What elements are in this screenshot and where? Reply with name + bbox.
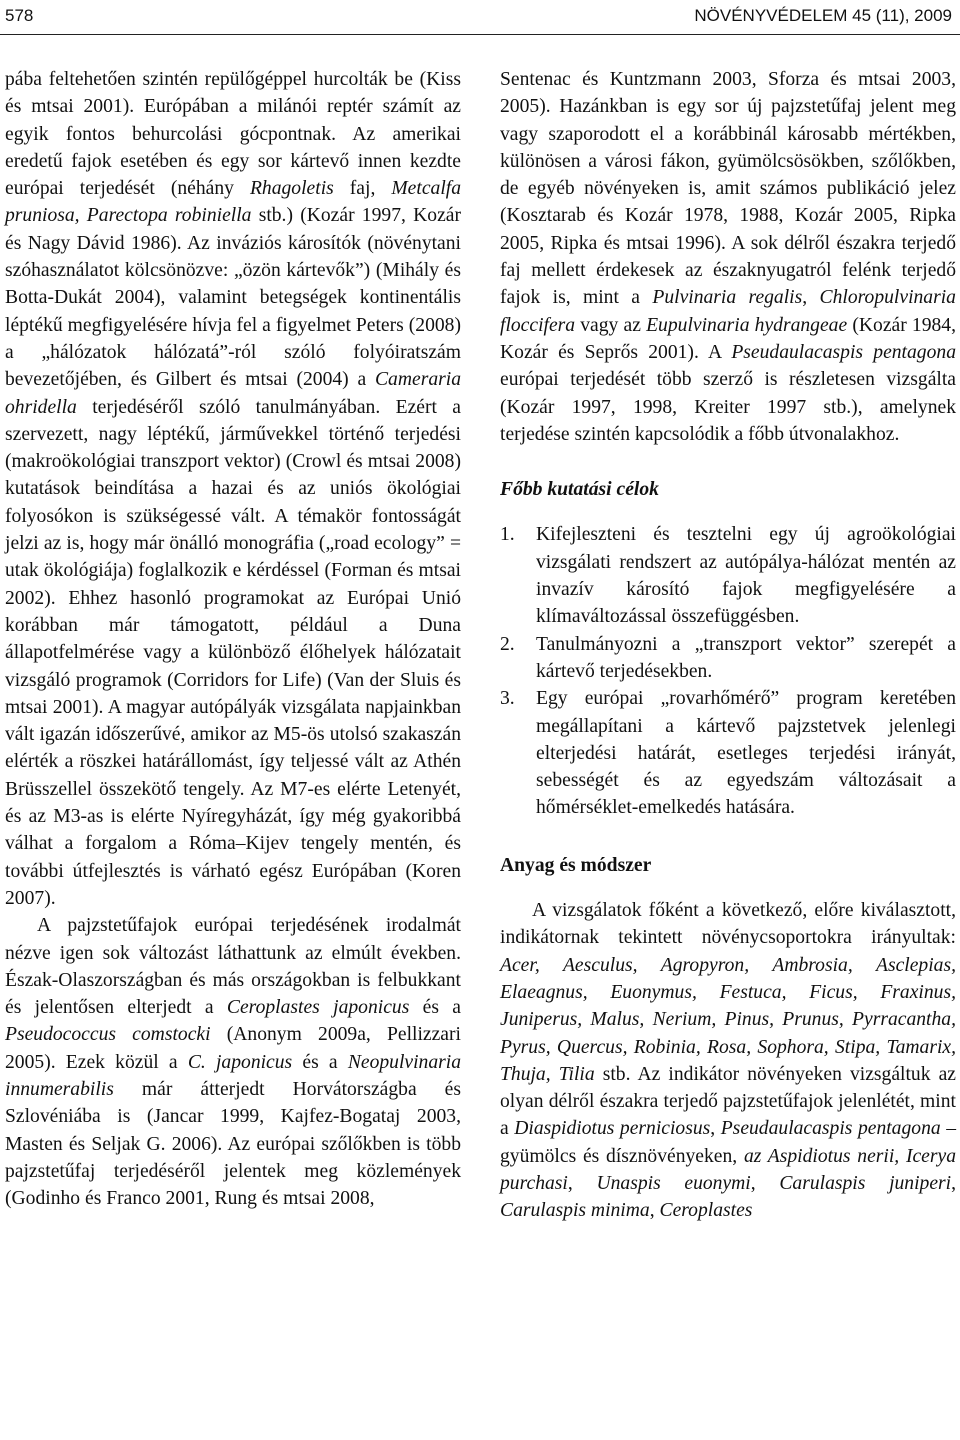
page-number: 578 bbox=[5, 6, 34, 25]
list-item-text: Kifejleszteni és tesztelni egy új agroökológiai vizsgálati rendszert az autópálya-hálózat mentén az invazív károsító fajok megfigyelésére a klímaváltozással összefüggésben. bbox=[536, 524, 956, 628]
species-name: Unaspis euonymi bbox=[596, 1172, 751, 1194]
section-heading-aims: Főbb kutatási célok bbox=[500, 479, 659, 501]
species-name: Eupulvinaria hydrangeae bbox=[646, 314, 848, 336]
list-item-text: Egy európai „rovarhőmérő” program keretében megállapítani a kártevő pajzstetvek jelenlegi elterjedési határát, esetleges terjedési irányát, sebességét és az egyedszám változásait a hőmérséklet-emelkedés hatására. bbox=[536, 688, 956, 819]
left-column bbox=[5, 66, 461, 1212]
species-name: az Aspidiotus nerii, Icerya purchasi bbox=[500, 1145, 956, 1194]
journal-citation: NÖVÉNYVÉDELEM 45 (11), 2009 bbox=[694, 6, 952, 25]
species-name: Carulaspis juniperi bbox=[779, 1172, 952, 1194]
species-name: Carulaspis minima bbox=[500, 1200, 650, 1222]
species-name: Pseudaulacaspis pentagona bbox=[731, 341, 956, 363]
list-number: 1. bbox=[500, 524, 515, 546]
list-number: 3. bbox=[500, 688, 515, 710]
species-name: Diaspidiotus perniciosus bbox=[514, 1118, 711, 1140]
species-name: C. japonicus bbox=[187, 1051, 293, 1073]
list-item-text: Tanulmányozni a „transzport vektor” szerepét a kártevő terjedésekben. bbox=[536, 633, 956, 682]
species-name: Cameraria ohridella bbox=[5, 369, 461, 418]
species-name: Pseudococcus comstocki bbox=[5, 1024, 211, 1046]
section-heading-methods: Anyag és módszer bbox=[500, 854, 652, 876]
body-paragraph: A pajzstetűfajok európai terjedésének irodalmát nézve igen sok változást láthattunk az elmúlt években. Észak-Olaszországban és más országokban is felbukkant és jelentősen elterjedt a Ceroplastes japonicus és a Pseudococcus comstocki (Anonym 2009a, Pellizzari 2005). Ezek közül a C. japonicus és a Neopulvinaria innumerabilis már átterjedt Horvátországba és Szlovéniába is (Jancar 1999, Kajfez-Bogataj 2003, Masten és Seljak G. 2006). Az európai szőlőkben is több pajzstetűfaj terjedéséről jelentek meg közlemények (Godinho és Franco 2001, Rung és mtsai 2008, bbox=[5, 915, 462, 1210]
species-name: Ceroplastes japonicus bbox=[226, 997, 410, 1019]
header-rule bbox=[0, 34, 960, 35]
list-number: 2. bbox=[500, 633, 515, 655]
body-paragraph: pába feltehetően szintén repülőgéppel hurcolták be (Kiss és mtsai 2001). Európában a milánói reptér számít az egyik fontos behurcolási gócpontnak. Az amerikai eredetű fajok esetében és egy sor kártevő innen kezdte európai terjedését (néhány Rhagoletis faj, Metcalfa pruniosa, Parectopa robiniella stb.) (Kozár 1997, Kozár és Nagy Dávid 1986). Az inváziós károsítók (növénytani szóhasználatot kölcsönözve: „özön kártevők”) (Mihály és Botta-Dukát 2004), valamint betegségek kontinentális léptékű megfigyelésére hívja fel a figyelmet Peters (2008) a „hálózatok hálózatá”-ról szóló folyóiratszám bevezetőjében, és Gilbert és mtsai (2004) a Cameraria ohridella terjedéséről szóló tanulmányában. Ezért a szervezett, nagy léptékű, járművekkel történő terjedési (makroökológiai transzport vektor) (Crowl és mtsai 2008) kutatások beindítása a hazai és az uniós ökológiai folyosókon is szükségessé vált. A témakör fontosságát jelzi az is, hogy már önálló monográfia („road ecology” = utak ökológiája) foglalkozik e kérdéssel (Forman és mtsai 2002). Ehhez hasonló programokat az Európai Unió korábban már támogatott, például a Duna állapotfelmérése vagy a különböző élőhelyek hálózatait vizsgáló programok (Corridors for Life) (Van der Sluis és mtsai 2001). A magyar autópályák vizsgálata napjainkban vált igazán időszerűvé, amikor az M5-ös utolsó szakaszán elérték a röszkei határállomást, így teljessé vált az Athén Brüsszellel összekötő tengely. Az M7-es elérte Letenyét, és az M3-as is elérte Nyíregyházát, így még gyakoribbá válhat a forgalom a Róma–Kijev tengely mentén, és további útfejlesztés is várható egész Európában (Koren 2007). bbox=[5, 69, 461, 909]
species-name: Chloropulvinaria floccifera bbox=[500, 287, 956, 336]
aims-list bbox=[500, 521, 956, 821]
species-name: Pseudaulacaspis pentagona bbox=[720, 1118, 941, 1140]
species-name: Rhagoletis bbox=[249, 178, 334, 200]
list-item bbox=[500, 685, 956, 821]
species-name: Metcalfa pruniosa, Parectopa robiniella bbox=[5, 178, 461, 227]
list-item bbox=[500, 631, 956, 686]
body-paragraph: Sentenac és Kuntzmann 2003, Sforza és mtsai 2003, 2005). Hazánkban is egy sor új pajzstetűfaj jelent meg vagy szaporodott el a korábbinál károsabb mértékben, különösen a városi fákon, gyümölcsösökben, szőlőkben, de egyéb növényeken is, amit számos publikáció jelez (Kosztarab és Kozár 1978, 1988, Kozár 2005, Ripka 2005, Ripka és mtsai 1996). A sok délről északra terjedő faj mellett érdekesek az északnyugatról felénk terjedő fajok is, mint a Pulvinaria regalis, Chloropulvinaria floccifera vagy az Eupulvinaria hydrangeae (Kozár 1984, Kozár és Seprős 2001). A Pseudaulacaspis pentagona európai terjedését több szerző is részletesen vizsgálta (Kozár 1997, 1998, Kreiter 1997 stb.), amelynek terjedése szintén kapcsolódik a főbb útvonalakhoz. bbox=[500, 69, 956, 445]
species-name: Ceroplastes bbox=[659, 1200, 753, 1222]
species-name: Acer, Aesculus, Agropyron, Ambrosia, Asclepias, Elaeagnus, Euonymus, Festuca, Ficus, Fraxinus, Juniperus, Malus, Nerium, Pinus, Prunus, Pyrracantha, Pyrus, Quercus, Robinia, Rosa, Sophora, Stipa, Tamarix, Thuja, Tilia bbox=[500, 954, 956, 1085]
species-name: Pulvinaria regalis bbox=[652, 287, 803, 309]
running-header bbox=[0, 0, 960, 34]
species-name: Neopulvinaria innumerabilis bbox=[5, 1051, 462, 1100]
list-item bbox=[500, 521, 956, 630]
right-column bbox=[500, 66, 956, 1225]
body-paragraph: A vizsgálatok főként a következő, előre kiválasztott, indikátornak tekintett növénycsoportokra irányultak: Acer, Aesculus, Agropyron, Ambrosia, Asclepias, Elaeagnus, Euonymus, Festuca, Ficus, Fraxinus, Juniperus, Malus, Nerium, Pinus, Prunus, Pyrracantha, Pyrus, Quercus, Robinia, Rosa, Sophora, Stipa, Tamarix, Thuja, Tilia stb. Az indikátor növényeken vizsgáltuk az olyan délről északra terjedő pajzstetűfajok jelenlétét, mint a Diaspidiotus perniciosus, Pseudaulacaspis pentagona – gyümölcs és dísznövényeken, az Aspidiotus nerii, Icerya purchasi, Unaspis euonymi, Carulaspis juniperi, Carulaspis minima, Ceroplastes bbox=[500, 900, 957, 1222]
